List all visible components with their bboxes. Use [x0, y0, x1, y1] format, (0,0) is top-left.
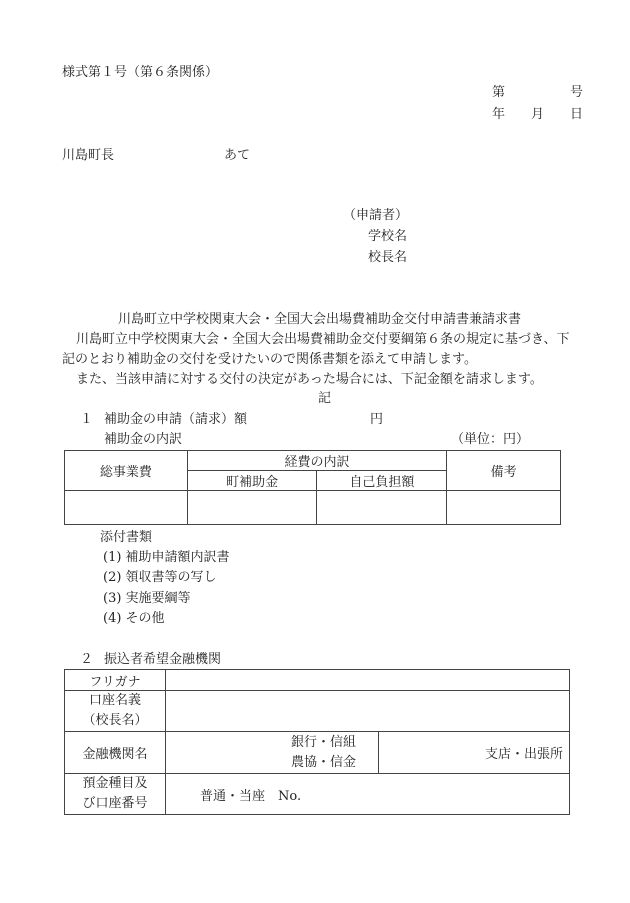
attachments-label: 添付書類 — [100, 530, 153, 545]
bank-table — [64, 669, 570, 815]
col-total: 総事業費 — [65, 451, 188, 491]
account-type-line-1: 預金種目及 — [82, 776, 148, 791]
breakdown-label: 補助金の内訳 — [104, 432, 183, 447]
col-town: 町補助金 — [187, 471, 317, 491]
section-1-number: １ — [80, 412, 94, 427]
attachment-item: (1) 補助申請額内訳書 — [103, 550, 230, 565]
body-line-1: 川島町立中学校関東大会・全国大会出場費補助金交付要綱第６条の規定に基づき、下 — [76, 332, 570, 347]
total-cell — [65, 491, 188, 525]
bank-type-cell — [166, 732, 379, 774]
unit-label: （単位：円） — [451, 432, 530, 447]
form-number: 様式第１号（第６条関係） — [62, 65, 219, 80]
self-cell — [317, 491, 447, 525]
attachment-item: (4) その他 — [103, 611, 165, 626]
addressee-name: 川島町長 — [62, 148, 115, 163]
branch-cell: 支店・出張所 — [379, 732, 570, 774]
document-title: 川島町立中学校関東大会・全国大会出場費補助金交付申請書兼請求書 — [118, 312, 522, 327]
attachment-item: (2) 領収書等の写し — [103, 570, 217, 585]
date-year: 年 — [492, 107, 506, 122]
addressee-ate: あて — [224, 148, 251, 163]
section-2-label: 振込者希望金融機関 — [104, 652, 222, 667]
account-type-label — [65, 774, 166, 815]
attachment-item: (3) 実施要綱等 — [103, 591, 191, 606]
remarks-cell — [447, 491, 561, 525]
account-type-line-2: び口座番号 — [82, 796, 148, 811]
furigana-label: フリガナ — [65, 670, 166, 691]
doc-no-dai: 第 — [492, 85, 506, 100]
date-month: 月 — [531, 107, 545, 122]
town-cell — [187, 491, 317, 525]
account-name-line-2: （校長名） — [82, 713, 148, 728]
bank-type-line-2: 農協・信金 — [290, 754, 356, 770]
ki-mark: 記 — [318, 391, 332, 406]
applicant-school: 学校名 — [368, 229, 408, 244]
account-name-line-1: 口座名義 — [88, 693, 141, 708]
col-remarks: 備考 — [447, 451, 561, 491]
body-line-3: また、当該申請に対する交付の決定があった場合には、下記金額を請求します。 — [76, 372, 543, 387]
date-day: 日 — [570, 107, 584, 122]
account-name-cell — [166, 691, 570, 732]
body-line-2: 記のとおり補助金の交付を受けたいので関係書類を添えて申請します。 — [62, 352, 477, 367]
institution-label: 金融機関名 — [65, 732, 166, 774]
breakdown-table — [64, 450, 561, 525]
col-expense: 経費の内訳 — [187, 451, 446, 471]
bank-type-line-1: 銀行・信組 — [290, 734, 356, 750]
account-name-label — [65, 691, 166, 732]
section-1-label: 補助金の申請（請求）額 — [104, 412, 248, 427]
applicant-principal: 校長名 — [368, 250, 408, 265]
doc-no-go: 号 — [570, 85, 584, 100]
col-self: 自己負担額 — [317, 471, 447, 491]
section-1-yen: 円 — [370, 412, 384, 427]
applicant-label: （申請者） — [343, 208, 409, 223]
furigana-cell — [166, 670, 570, 691]
account-type-value: 普通・当座 No. — [166, 774, 570, 815]
section-2-number: ２ — [80, 652, 94, 667]
